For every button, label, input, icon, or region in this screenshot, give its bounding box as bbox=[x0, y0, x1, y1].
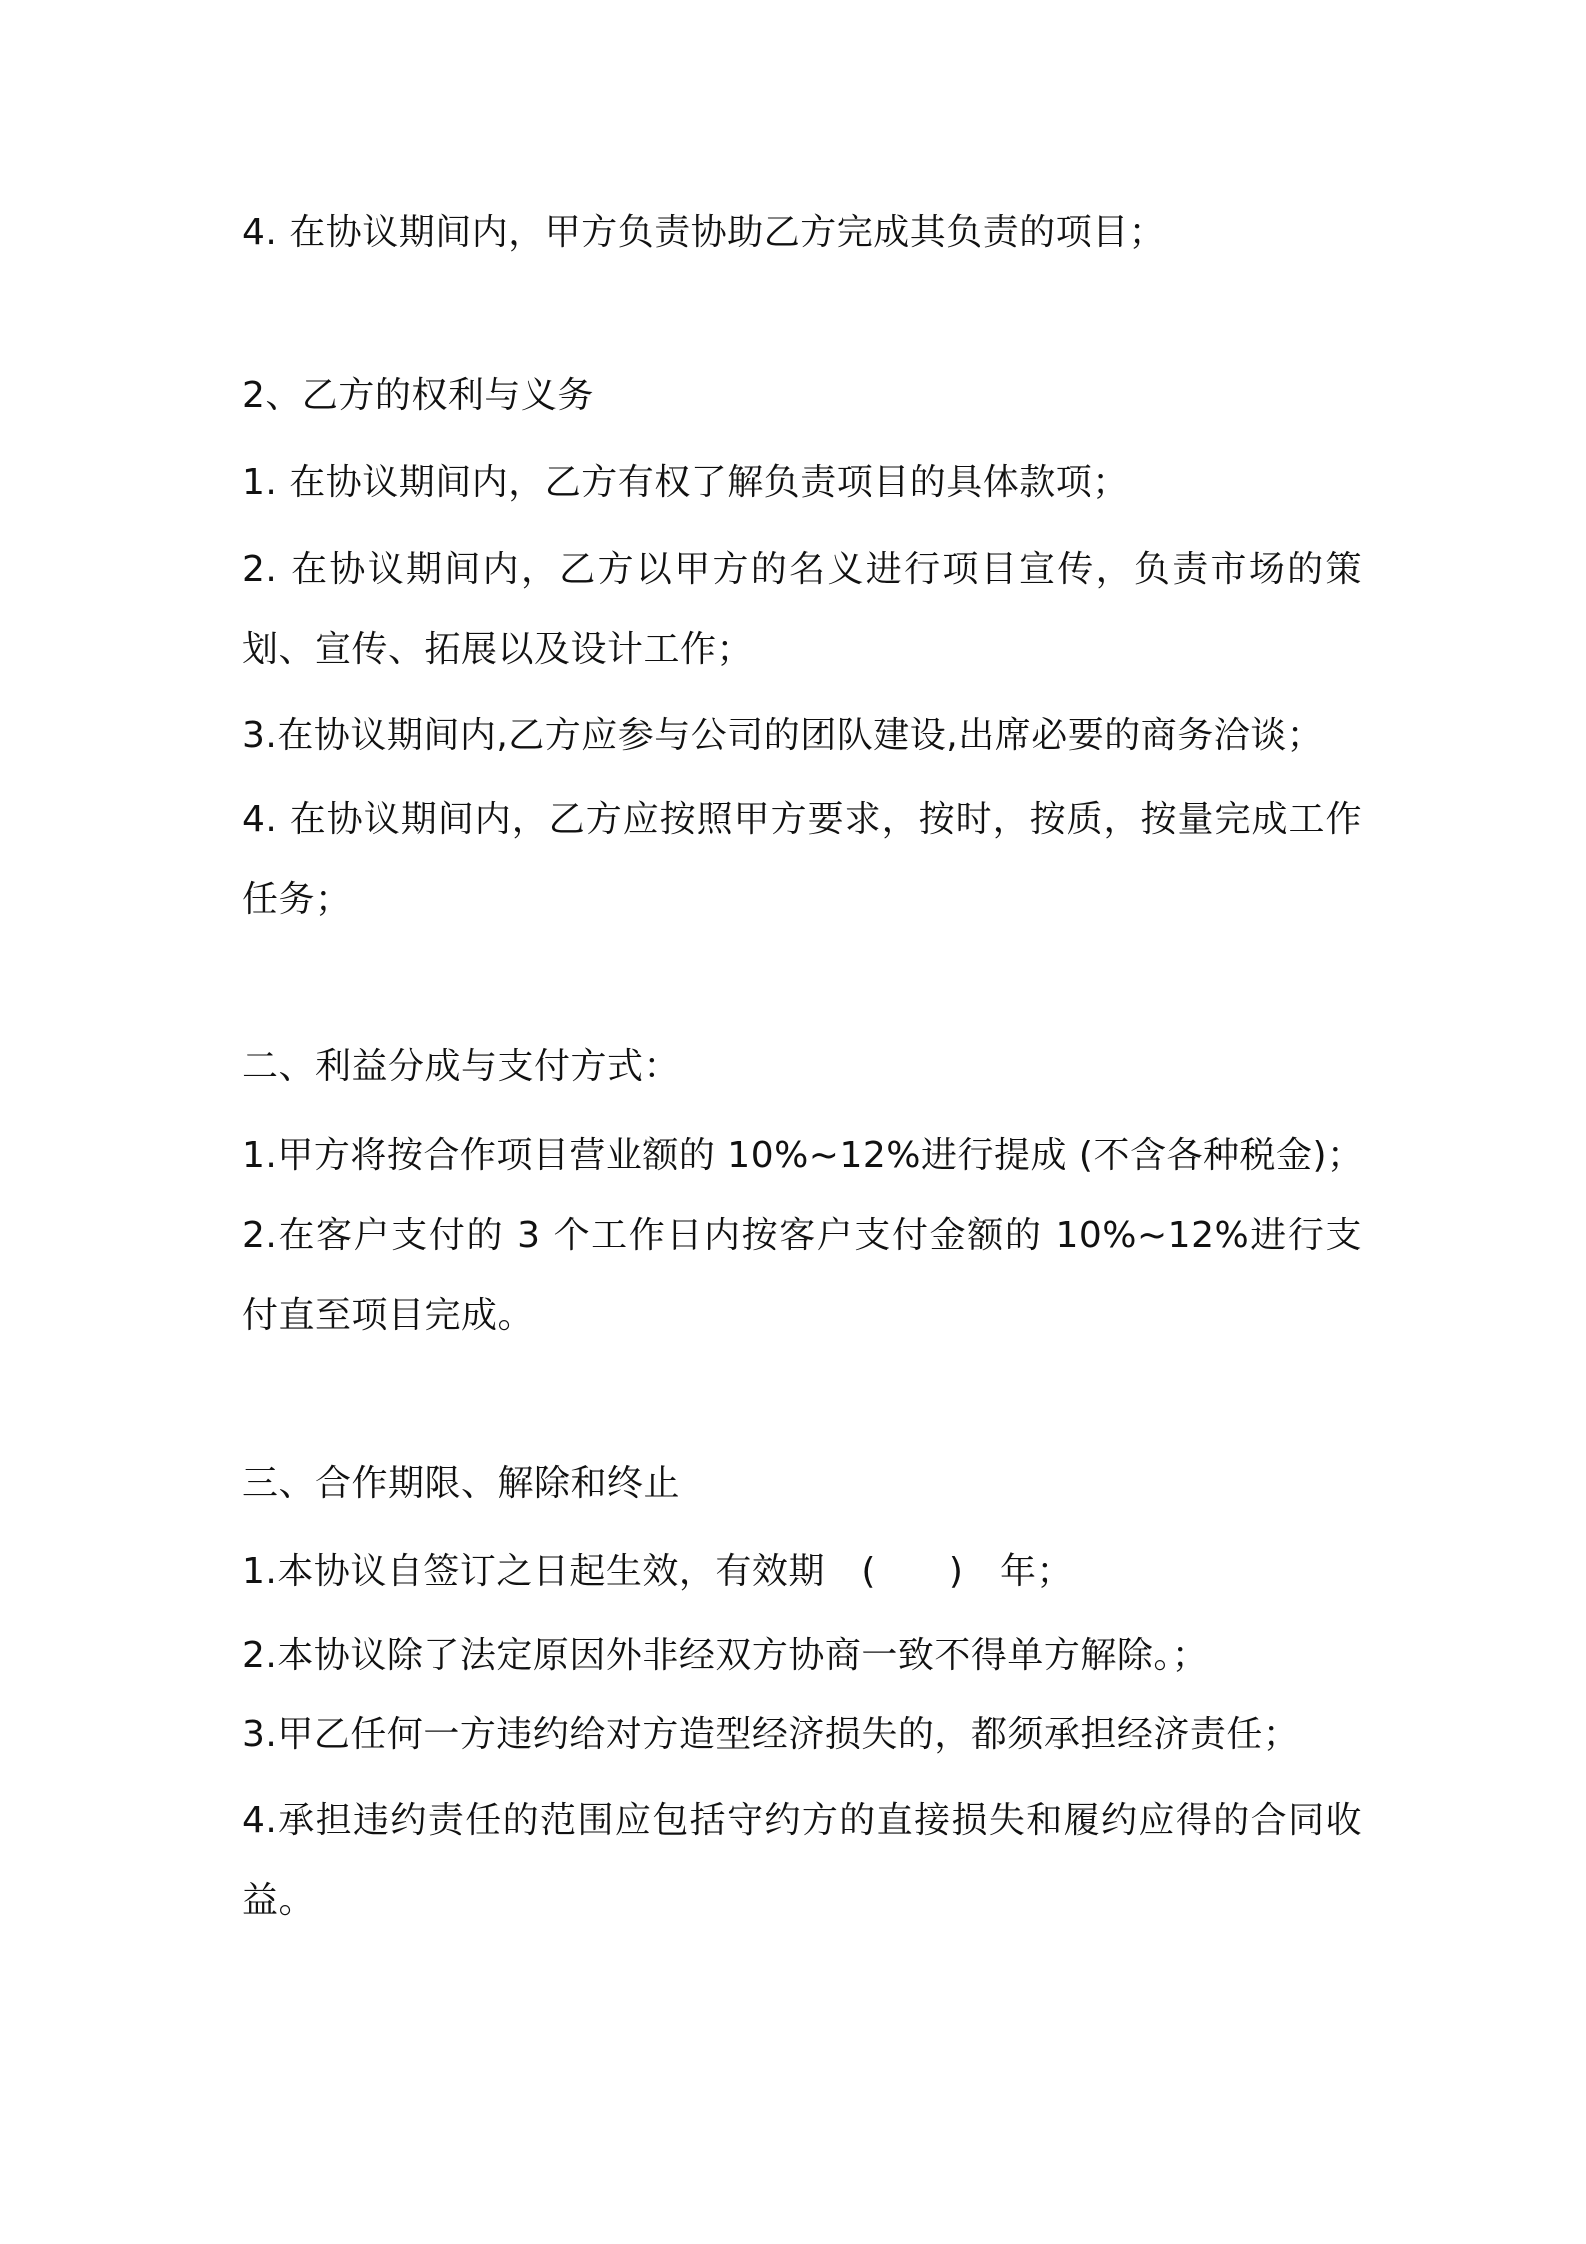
heading-term-termination: 三、合作期限、解除和终止 bbox=[242, 1463, 681, 1504]
clause-d4: 4.承担违约责任的范围应包括守约方的直接损失和履约应得的合同收益。 bbox=[242, 1800, 1362, 1921]
clause-c2: 2.在客户支付的 3 个工作日内按客户支付金额的 10%~12%进行支付直至项目完成。 bbox=[242, 1215, 1362, 1336]
clause-d1: 1.本协议自签订之日起生效，有效期 ( ) 年； bbox=[242, 1551, 1073, 1592]
heading-profit-sharing: 二、利益分成与支付方式： bbox=[242, 1046, 681, 1087]
clause-b1: 1. 在协议期间内，乙方有权了解负责项目的具体款项； bbox=[242, 462, 1129, 503]
clause-b2: 2. 在协议期间内，乙方以甲方的名义进行项目宣传，负责市场的策划、宣传、拓展以及设计工作； bbox=[242, 549, 1362, 670]
clause-d3: 3.甲乙任何一方违约给对方造型经济损失的，都须承担经济责任； bbox=[242, 1714, 1300, 1755]
clause-a4: 4. 在协议期间内，甲方负责协助乙方完成其负责的项目； bbox=[242, 212, 1166, 253]
clause-d2: 2.本协议除了法定原因外非经双方协商一致不得单方解除。； bbox=[242, 1635, 1209, 1676]
clause-b4: 4. 在协议期间内，乙方应按照甲方要求，按时，按质，按量完成工作任务； bbox=[242, 799, 1362, 920]
clause-c1: 1.甲方将按合作项目营业额的 10%~12%进行提成 (不含各种税金)； bbox=[242, 1135, 1364, 1176]
clause-b3: 3.在协议期间内,乙方应参与公司的团队建设,出席必要的商务洽谈； bbox=[242, 715, 1324, 756]
section-2-title: 2、乙方的权利与义务 bbox=[242, 375, 594, 416]
